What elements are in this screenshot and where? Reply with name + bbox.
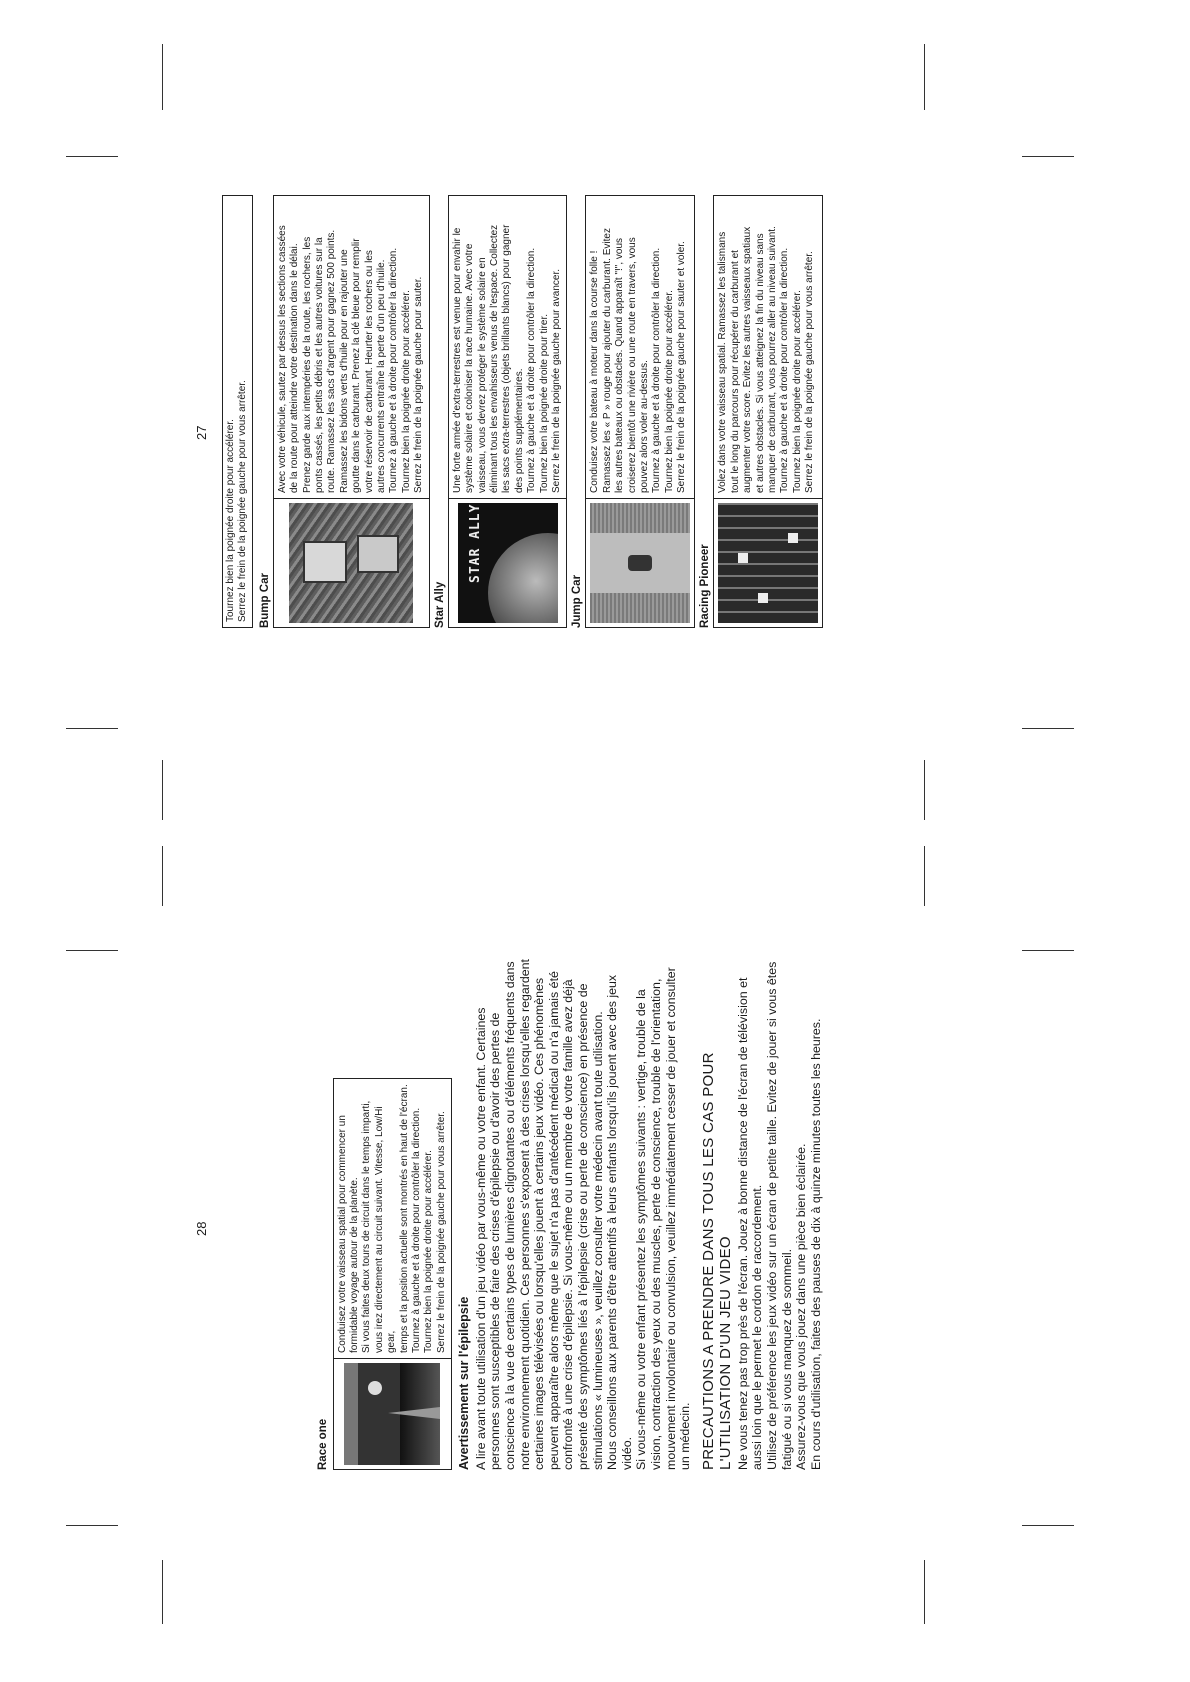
desc-line: Tournez bien la poignée droite pour accélérer.	[400, 290, 412, 493]
precautions-paragraph: Utilisez de préférence les jeux vidéo sur un écran de petite taille. Evitez de jouer si vous êtes fatigué ou si vous manquez de sommeil.	[764, 961, 794, 1470]
desc-line: temps et la position actuelle sont montrés en haut de l'écran.	[398, 1084, 410, 1353]
desc-line: votre réservoir de carburant. Heurter les rochers ou les	[363, 250, 375, 493]
game-title-racing-pioneer: Racing Pioneer	[699, 544, 712, 628]
desc-line: autres concurrents entraîne la perte d'un peu d'huile.	[376, 259, 388, 493]
desc-line: vaisseau, vous devrez protéger le système solaire en	[476, 257, 488, 493]
desc-line: vous irez directement au circuit suivant. Vitesse, Low/Hi gear,	[373, 1106, 398, 1353]
desc-line: Ramassez les « P » rouge pour ajouter du carburant. Evitez	[601, 228, 613, 493]
epilepsy-paragraph: Si vous-même ou votre enfant présentez les symptômes suivants : vertige, trouble de la vision, contraction des yeux ou des muscles, perte de conscience, trouble de l'orientation, mouvement involontaire ou convulsion, veuillez immédiatement cesser de jouer et consulter un médecin.	[634, 967, 693, 1470]
bump-car-screenshot	[289, 503, 413, 623]
desc-line: Avec votre véhicule, sautez par dessus les sections cassées	[276, 225, 288, 493]
epilepsy-heading: Avertissement sur l'épilepsie	[457, 1296, 472, 1470]
racing-pioneer-screenshot	[718, 503, 818, 623]
precautions-paragraph: Assurez-vous que vous jouez dans une pièce bien éclairée.	[794, 1143, 809, 1470]
desc-line: pouvez alors voler au-dessus.	[638, 360, 650, 493]
game-row-race-one	[333, 1078, 453, 1470]
desc-line: système solaire et coloniser la race humaine. Avec votre	[464, 243, 476, 493]
desc-line: augmenter votre score. Evitez les autres vaisseaux spatiaux	[742, 226, 754, 493]
desc-line: Tournez à gauche et à droite pour contrôler la direction.	[526, 247, 538, 493]
crop-mark	[1022, 156, 1074, 157]
desc-line: Tournez bien la poignée droite pour accélérer.	[423, 1150, 435, 1353]
epilepsy-paragraph: A lire avant toute utilisation d'un jeu vidéo par vous-même ou votre enfant. Certaines personnes sont susceptibles de faire des crises d'épilepsie ou d'avoir des pertes de conscience à la vue de certains types de lumières clignotantes ou d'éléments fréquents dans notre environnement quotidien. Ces personnes s'exposent à des crises lorsqu'elles regardent certaines images télévisées ou lorsqu'elles jouent à certains jeux vidéo. Ces phénomènes peuvent apparaître alors même que le sujet n'a pas d'antécédent médical ou n'a jamais été confronté à une crise d'épilepsie. Si vous-même ou un membre de votre famille avez déjà présenté des symptômes liés à l'épilepsie (crise ou perte de conscience) en présence de stimulations « lumineuses », veuillez consulter votre médecin avant toute utilisation.	[473, 959, 605, 1470]
desc-line: les autres bateaux ou obstacles. Quand apparaît "!", vous	[614, 237, 626, 493]
desc-line: formidable voyage autour de la planète.	[349, 1177, 360, 1353]
desc-line: Ramassez les bidons verts d'huile pour en rajouter une	[338, 249, 350, 493]
game-description	[334, 1079, 452, 1358]
game-description	[586, 196, 694, 498]
page-27-content	[222, 195, 872, 628]
top-box-line: Tournez bien la poignée droite pour accélérer.	[225, 419, 236, 622]
crop-mark	[1022, 950, 1074, 951]
desc-line: Volez dans votre vaisseau spatial. Ramassez les talismans	[717, 231, 729, 493]
desc-line: Conduisez votre vaisseau spatial pour commencer un	[336, 1115, 348, 1353]
desc-line: Serrez le frein de la poignée gauche pour avancer.	[550, 268, 562, 493]
crop-mark	[66, 950, 118, 951]
game-row-racing-pioneer	[713, 195, 823, 628]
crop-mark	[924, 760, 925, 820]
star-ally-logo-text: STAR ALLY	[467, 503, 483, 583]
desc-line: Tournez à gauche et à droite pour contrôler la direction.	[411, 1107, 423, 1353]
desc-line: éliminant tous les envahisseurs venus de l'espace. Collectez	[488, 224, 500, 493]
crop-mark	[66, 728, 118, 729]
desc-line: Serrez le frein de la poignée gauche pour vous arrêter.	[804, 251, 816, 493]
page-number-28	[194, 1222, 209, 1236]
crop-mark	[924, 846, 925, 906]
screenshot-cell	[714, 498, 822, 627]
game-title-race-one: Race one	[317, 1418, 329, 1470]
screenshot-cell	[334, 1358, 452, 1469]
race-one-screenshot	[344, 1363, 440, 1465]
desc-line: Serrez le frein de la poignée gauche pour sauter et voler.	[676, 241, 688, 493]
desc-line: des points supplémentaires.	[513, 368, 525, 493]
desc-line: Tournez à gauche et à droite pour contrôler la direction.	[388, 247, 400, 493]
screenshot-cell	[586, 498, 694, 627]
desc-line: Serrez le frein de la poignée gauche pour vous arrêter.	[435, 1111, 447, 1353]
game-title-jump-car: Jump Car	[571, 574, 584, 628]
desc-line: Conduisez votre bateau à moteur dans la course folle !	[589, 250, 601, 493]
crop-mark	[924, 1560, 925, 1624]
page-number: 28	[194, 1221, 209, 1236]
screenshot-cell	[449, 498, 567, 627]
desc-line: et autres obstacles. Si vous atteignez la fin du niveau sans	[754, 233, 766, 493]
desc-line: Tournez bien la poignée droite pour accélérer.	[663, 290, 675, 493]
screenshot-cell	[274, 498, 429, 627]
top-instruction-box	[222, 195, 253, 628]
desc-line: Prenez garde aux intempéries de la route, les rochers, les	[301, 236, 313, 493]
precautions-heading: PRECAUTIONS A PRENDRE DANS TOUS LES CAS POUR L'UTILISATION D'UN JEU VIDEO	[699, 1052, 734, 1470]
crop-mark	[162, 846, 163, 906]
game-title-star-ally: Star Ally	[433, 581, 446, 628]
crop-mark	[66, 156, 118, 157]
crop-mark	[162, 44, 163, 110]
epilepsy-paragraph: Nous conseillons aux parents d'être attentifs à leurs enfants lorsqu'ils jouent avec des jeux vidéo.	[605, 974, 634, 1470]
game-title-bump-car: Bump Car	[258, 573, 271, 628]
game-row-star-ally	[448, 195, 568, 628]
desc-line: goutte dans le carburant. Prenez la clé bleue pour remplir	[351, 238, 363, 493]
crop-mark	[66, 1525, 118, 1526]
crop-mark	[162, 760, 163, 820]
desc-line: tout le long du parcours pour récupérer du carburant et	[729, 250, 741, 493]
top-box-line: Serrez le frein de la poignée gauche pour vous arrêter.	[237, 380, 249, 622]
crop-mark	[162, 1560, 163, 1624]
game-description	[714, 196, 822, 498]
star-ally-screenshot	[458, 503, 558, 623]
desc-line: route. Ramassez les sacs d'argent pour gagnez 500 points.	[326, 229, 338, 493]
game-description	[449, 196, 567, 498]
jump-car-screenshot	[590, 503, 690, 623]
desc-line: les sacs extra-terrestres (objets brillants blancs) pour gagner	[501, 224, 513, 493]
desc-line: croiserez bientôt une rivière ou une route en travers, vous	[626, 237, 638, 493]
precautions-paragraph: Ne vous tenez pas trop près de l'écran. Jouez à bonne distance de l'écran de télévision et aussi loin que le permet le cordon de raccordement.	[735, 977, 765, 1470]
desc-line: de la route pour atteindre votre destination dans le délai.	[289, 243, 301, 493]
crop-mark	[1022, 1525, 1074, 1526]
game-row-bump-car	[273, 195, 430, 628]
desc-line: Une forte armée d'extra-terrestres est venue pour envahir le	[451, 227, 463, 493]
crop-mark	[1022, 728, 1074, 729]
page-number-27	[194, 426, 209, 440]
desc-line: Si vous faites deux tours de circuit dans le temps imparti,	[361, 1100, 373, 1353]
desc-line: manquer de carburant, vous pourrez aller au niveau suivant.	[766, 226, 778, 493]
desc-line: Tournez à gauche et à droite pour contrôler la direction.	[779, 247, 791, 493]
desc-line: ponts cassés, les petits débris et les autres voitures sur la	[314, 237, 326, 493]
desc-line: Tournez à gauche et à droite pour contrôler la direction.	[651, 247, 663, 493]
precautions-paragraph: En cours d'utilisation, faites des pauses de dix à quinze minutes toutes les heures.	[808, 1018, 823, 1470]
desc-line: Serrez le frein de la poignée gauche pour sauter.	[413, 276, 425, 493]
page-number: 27	[194, 425, 209, 440]
game-row-jump-car	[585, 195, 695, 628]
page-28-content	[316, 955, 900, 1470]
desc-line: Tournez bien la poignée droite pour accélérer.	[791, 290, 803, 493]
crop-mark	[924, 44, 925, 110]
desc-line: Tournez bien la poignée droite pour tirer.	[538, 313, 550, 493]
game-description	[274, 196, 429, 498]
